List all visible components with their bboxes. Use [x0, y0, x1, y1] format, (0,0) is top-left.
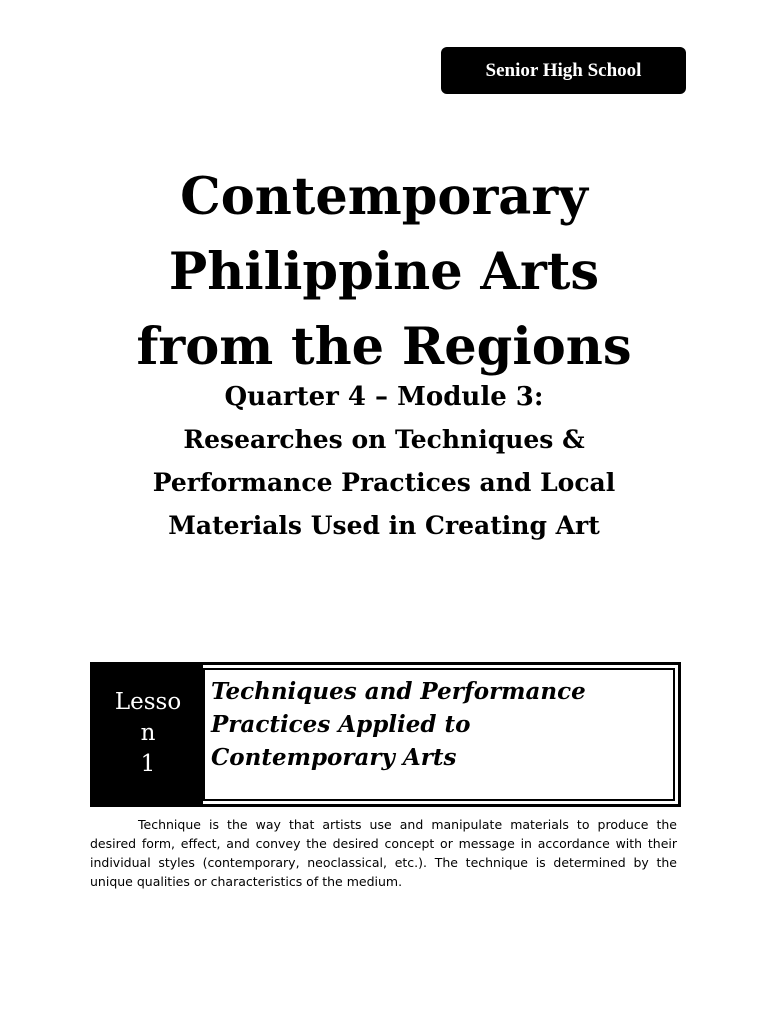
module-title-line-1: Researches on Techniques & — [183, 425, 585, 454]
title-line-2: Philippine Arts — [168, 242, 600, 302]
lesson-number-tab — [93, 665, 203, 804]
module-title-line-3: Materials Used in Creating Art — [168, 511, 600, 540]
lesson-tab-line-3: 1 — [140, 751, 156, 777]
badge-label: Senior High School — [485, 59, 642, 81]
lesson-title-frame — [203, 668, 675, 801]
lesson-title-line-1: Techniques and Performance — [211, 678, 586, 705]
lesson-title-line-3: Contemporary Arts — [211, 744, 457, 771]
quarter-module-label: Quarter 4 – Module 3: — [224, 382, 544, 412]
module-subtitle — [0, 376, 768, 547]
lesson-title-line-2: Practices Applied to — [211, 711, 471, 738]
lesson-tab-line-1: Lesso — [114, 689, 182, 715]
title-line-1: Contemporary — [180, 167, 588, 227]
module-title-line-2: Performance Practices and Local — [152, 468, 616, 497]
lesson-tab-line-2: n — [140, 720, 156, 746]
lesson-title — [211, 675, 586, 774]
main-title — [0, 160, 768, 385]
lesson-header-box — [90, 662, 681, 807]
intro-paragraph: Technique is the way that artists use and manipulate materials to produce the desired form, effect, and convey the desired concept or message in accordance with their individual styles (contemporary, neoclassical, etc.). The technique is determined by the unique qualities or characteristics of the medium. — [90, 817, 677, 889]
senior-high-school-badge — [441, 47, 686, 94]
title-line-3: from the Regions — [136, 317, 632, 377]
